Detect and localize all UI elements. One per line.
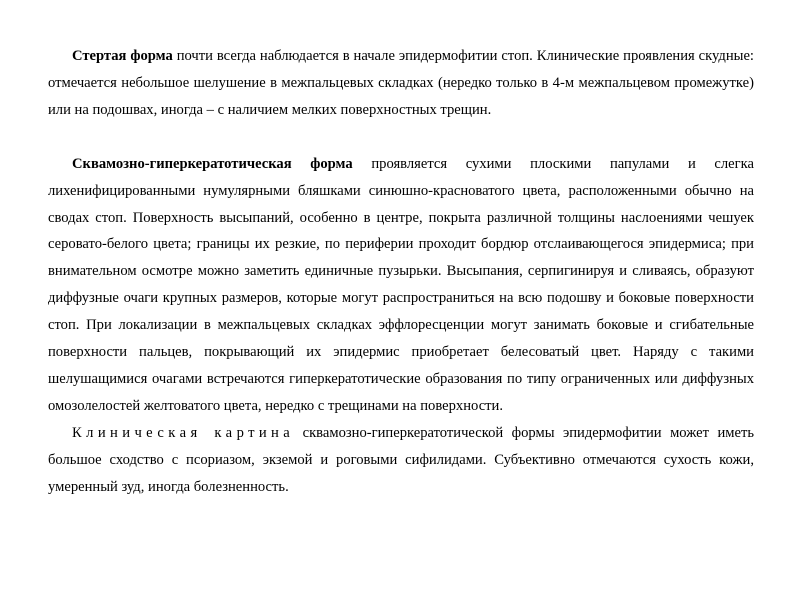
paragraph-text: проявляется сухими плоскими папулами и слегка лихенифицированными нумулярными бляшками синюшно-красноватого цвета, расположенными обычно на сводах стоп. Поверхность высыпаний, особенно в центре, покрыта различной толщины наслоениями чешуек серовато-белого цвета; границы их резкие, по периферии проходит бордюр отслаивающегося эпидермиса; при внимательном осмотре можно заметить единичные пузырьки. Высыпания, серпигинируя и сливаясь, образуют диффузные очаги крупных размеров, которые могут распространиться на всю подошву и боковые поверхности стоп. При локализации в межпальцевых складках эффлоресценции могут занимать боковые и сгибательные поверхности пальцев, покрывающий их эпидермис приобретает белесоватый цвет. Наряду с такими шелушащимися очагами встречаются гиперкератотические образования по типу ограниченных или диффузных омозолелостей желтоватого цвета, нередко с трещинами на поверхности. (48, 155, 754, 414)
term-clinical-picture: Клиническая картина (72, 424, 295, 441)
term-erased-form: Стертая форма (72, 48, 173, 64)
paragraph-gap (48, 124, 754, 151)
paragraph-text: почти всегда наблюдается в начале эпидермофитии стоп. Клинические проявления скудные: отмечается небольшое шелушение в межпальцевых складках (нередко только в 4-м межпальцевом промежутке) или на подошвах, иногда – с наличием мелких поверхностных трещин. (48, 48, 754, 118)
term-squamous-form: Сквамозно-гиперкератотическая форма (72, 155, 353, 172)
paragraph-text: сквамозно-гиперкератотической формы эпидермофитии может иметь большое сходство с псориазом, экземой и роговыми сифилидами. Субъективно отмечаются сухость кожи, умеренный зуд, иногда болезненность. (48, 424, 754, 495)
paragraph-squamous-form (48, 151, 754, 420)
paragraph-clinical-picture (48, 420, 754, 501)
document-page (48, 43, 754, 501)
paragraph-erased-form (48, 43, 754, 124)
